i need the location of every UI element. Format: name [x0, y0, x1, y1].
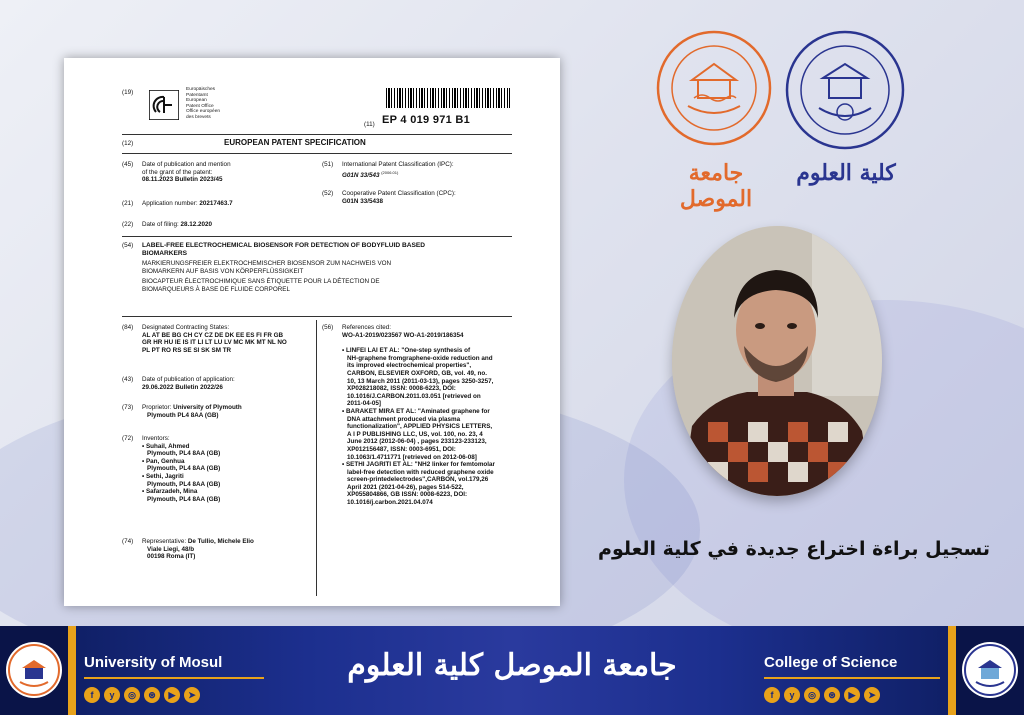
university-of-mosul-calligraphy: جامعة الموصل [679, 160, 753, 212]
reference-line: XP055804866, GB ISSN: 0008-6223, DOI: [347, 491, 468, 499]
reference-line: screen-printedelectrodes",CARBON, vol.179,26 [347, 476, 489, 484]
facebook-icon[interactable]: f [84, 687, 100, 703]
inventor-photo [672, 226, 882, 496]
instagram-icon[interactable]: ◎ [124, 687, 140, 703]
field-number: (52) [322, 190, 334, 197]
announcement-caption: تسجيل براءة اختراع جديدة في كلية العلوم [598, 538, 990, 560]
inventor-address: Plymouth, PL4 8AA (GB) [147, 450, 221, 458]
inventor-address: Plymouth, PL4 8AA (GB) [147, 495, 221, 503]
epo-line: des brevets [186, 114, 211, 120]
field-number: (84) [122, 324, 134, 331]
field-number: (43) [122, 376, 134, 383]
inventor: • Pan, Genhua [142, 457, 185, 465]
reference-line: NH-graphene fromgraphene-oxide reduction and [347, 354, 493, 362]
university-of-mosul-seal-icon [654, 28, 774, 148]
title-fr: BIOMARQUEURS À BASE DE FLUIDE CORPOREL [142, 285, 291, 293]
portrait-icon [672, 226, 882, 496]
footer-underline [84, 677, 264, 679]
youtube-icon[interactable]: ▶ [164, 687, 180, 703]
value: 28.12.2020 [180, 221, 213, 228]
website-icon[interactable]: ⊛ [144, 687, 160, 703]
footer-calligraphy: جامعة الموصل كلية العلوم [347, 648, 677, 683]
reference-line: label-free detection with reduced graphene oxide [347, 468, 494, 476]
divider [122, 134, 512, 135]
application-number [142, 200, 233, 208]
label: International Patent Classification (IPC): [342, 161, 454, 168]
label: Designated Contracting States: [142, 324, 230, 331]
epo-line: European [186, 98, 207, 104]
label: Application number: [142, 200, 198, 207]
value: Viale Liegi, 48/b [147, 545, 195, 553]
value: De Tullio, Michele Elio [187, 538, 254, 545]
field-number: (56) [322, 324, 334, 331]
title-en: BIOMARKERS [142, 249, 188, 257]
label: Date of publication of application: [142, 376, 235, 383]
inventor-address: Plymouth, PL4 8AA (GB) [147, 480, 221, 488]
youtube-icon[interactable]: ▶ [844, 687, 860, 703]
reference-line: SETHI JAGRITI ET AL: "NH2 linker for femtomolar [345, 461, 495, 469]
value: (2006.01) [381, 169, 399, 175]
university-of-mosul-logo-icon [6, 642, 62, 698]
reference-line: BARAKET MIRA ET AL: "Aminated graphene for [345, 407, 490, 415]
footer-accent-stripe [948, 626, 956, 715]
patent-number: EP 4 019 971 B1 [382, 114, 471, 126]
inventor-address: Plymouth, PL4 8AA (GB) [147, 465, 221, 473]
grant-publication [142, 161, 231, 184]
social-links-left [84, 687, 200, 703]
title-fr: BIOCAPTEUR ÉLECTROCHIMIQUE SANS ÉTIQUETTE POUR LA DÉTECTION DE [142, 278, 380, 286]
reference-line: its improved electrochemical properties", [347, 362, 472, 370]
college-of-science-seal-icon [783, 28, 907, 152]
value: Plymouth PL4 8AA (GB) [147, 411, 219, 419]
filing-date [142, 221, 212, 229]
field-number: (73) [122, 404, 134, 411]
twitter-icon[interactable]: y [104, 687, 120, 703]
reference-entry: • LINFEI LAI ET AL: "One-step synthesis of NH-graphene fromgraphene-oxide reduction and its improved electrochemical properties", CARBON, ELSEVIER OXFORD, GB, vol. 49, no. 10, 13 March 2011 (2011-03-13), pages 3250-3257, XP028218082, ISSN: 0008-6223, DOI: 10.1016/J.CARBON.2011.03.051 [retrieved on 2011-04-05] [342, 347, 552, 408]
facebook-icon[interactable]: f [764, 687, 780, 703]
inventor: • Sethi, Jagriti [142, 472, 184, 480]
reference-line: functionalization", APPLIED PHYSICS LETTERS, [347, 423, 493, 431]
divider [122, 153, 512, 154]
label: Inventors: [142, 435, 170, 442]
inventors [142, 435, 220, 503]
reference-line: April 2021 (2021-04-26), pages 514-522, [347, 483, 464, 491]
document-type: EUROPEAN PATENT SPECIFICATION [224, 138, 366, 147]
field-number: (22) [122, 221, 134, 228]
value: 29.06.2022 Bulletin 2022/26 [142, 383, 223, 391]
value: G01N 33/543 [342, 171, 380, 179]
field-number: (54) [122, 242, 134, 249]
telegram-icon[interactable]: ➤ [864, 687, 880, 703]
website-icon[interactable]: ⊛ [824, 687, 840, 703]
label: Proprietor: [142, 404, 172, 411]
field-number: (51) [322, 161, 334, 168]
reference-entry: • SETHI JAGRITI ET AL: "NH2 linker for femtomolar label-free detection with reduced graphene oxide screen-printedelectrodes",CARBON, vol.179,26 April 2021 (2021-04-26), pages 514-522, XP055804866, GB ISSN: 0008-6223, DOI: 10.1016/j.carbon.2021.04.074 [342, 461, 552, 507]
divider [122, 316, 512, 317]
telegram-icon[interactable]: ➤ [184, 687, 200, 703]
value: University of Plymouth [173, 404, 242, 411]
title-en: LABEL-FREE ELECTROCHEMICAL BIOSENSOR FOR DETECTION OF BODYFLUID BASED [142, 242, 426, 249]
inventor-name: Suhail, Ahmed [145, 442, 190, 450]
epo-line: Patentamt [186, 92, 208, 98]
divider [122, 236, 512, 237]
footer-accent-stripe [68, 626, 76, 715]
value: G01N 33/5438 [342, 197, 383, 205]
reference-line: A I P PUBLISHING LLC, US, vol. 100, no. 23, 4 [347, 430, 483, 438]
ipc-classification [342, 161, 454, 179]
reference-line: CARBON, ELSEVIER OXFORD, GB, vol. 49, no. [347, 369, 487, 377]
inventor: • Safarzadeh, Mina [142, 488, 198, 496]
inventor-name: Safarzadeh, Mina [145, 488, 198, 496]
reference-line: 2011-04-05] [347, 400, 381, 408]
column-divider [316, 320, 317, 596]
barcode [386, 88, 510, 108]
label: Representative: [142, 538, 187, 545]
epo-line: Europäisches [186, 87, 216, 92]
value: 00198 Roma (IT) [147, 553, 196, 561]
field-number: (45) [122, 161, 134, 168]
label: Date of filing: [142, 221, 179, 228]
reference-line: June 2012 (2012-06-04) , pages 233123-233123, [347, 438, 487, 446]
college-of-science-label: College of Science [764, 654, 898, 671]
cpc-classification [342, 190, 456, 205]
inventor: • Suhail, Ahmed [142, 442, 190, 450]
epo-logo-icon [149, 90, 179, 120]
reference-entry: • BARAKET MIRA ET AL: "Aminated graphene for DNA attachment produced via plasma functionalization", APPLIED PHYSICS LETTERS, A I P PUBLISHING LLC, US, vol. 100, no. 23, 4 June 2012 (2012-06-04) , pages 233123-233123, XP012156487, ISSN: 0003-6951, DOI: 10.1063/1.4711771 [retrieved on 2012-06-08] [342, 408, 552, 461]
reference-line: 10.1063/1.4711771 [retrieved on 2012-06-08] [347, 453, 477, 461]
application-publication [142, 376, 235, 391]
epo-line: Office européen [186, 109, 221, 115]
reference-line: XP028218082, ISSN: 0008-6223, DOI: [347, 385, 456, 393]
field-number: (12) [122, 140, 134, 147]
inventor-name: Pan, Genhua [145, 457, 185, 465]
designated-states [142, 324, 287, 354]
field-number: (74) [122, 538, 134, 545]
instagram-icon[interactable]: ◎ [804, 687, 820, 703]
college-of-science-logo-icon [962, 642, 1018, 698]
title-de: BIOMARKERN AUF BASIS VON KÖRPERFLÜSSIGKEIT [142, 267, 304, 275]
college-of-science-calligraphy: كلية العلوم [796, 160, 896, 186]
field-number: (11) [364, 121, 375, 128]
references [342, 324, 552, 507]
inventor-name: Sethi, Jagriti [145, 472, 184, 480]
field-number: (72) [122, 435, 134, 442]
value: AL AT BE BG CH CY CZ DE DK EE ES FI FR GB [142, 331, 284, 339]
field-number: (21) [122, 200, 134, 207]
value: 20217463.7 [199, 200, 233, 207]
label: References cited: [342, 324, 392, 331]
twitter-icon[interactable]: y [784, 687, 800, 703]
reference-line: XP012156487, ISSN: 0003-6951, DOI: [347, 445, 456, 453]
footer-banner [0, 626, 1024, 715]
label: Cooperative Patent Classification (CPC): [342, 190, 456, 197]
label: of the grant of the patent: [142, 168, 213, 176]
reference-line: 10.1016/J.CARBON.2011.03.051 [retrieved on [347, 392, 481, 400]
social-links-right [764, 687, 880, 703]
footer-underline [764, 677, 940, 679]
proprietor [142, 404, 242, 419]
patent-document [64, 58, 560, 606]
value: GR HR HU IE IS IT LI LT LU LV MC MK MT NL NO [142, 339, 287, 347]
epo-line: Patent Office [186, 103, 214, 109]
value: 08.11.2023 Bulletin 2023/45 [142, 176, 223, 184]
field-number: (19) [122, 89, 134, 96]
label: Date of publication and mention [142, 161, 231, 168]
title-de: MARKIERUNGSFREIER ELEKTROCHEMISCHER BIOSENSOR ZUM NACHWEIS VON [142, 260, 392, 268]
representative [142, 538, 254, 561]
university-of-mosul-label: University of Mosul [84, 654, 223, 671]
value: WO-A1-2019/023567 WO-A1-2019/186354 [342, 331, 464, 339]
reference-line: 10.1016/j.carbon.2021.04.074 [347, 499, 433, 507]
reference-line: 10, 13 March 2011 (2011-03-13), pages 3250-3257, [347, 377, 494, 385]
epo-name [186, 87, 220, 121]
patent-title [142, 242, 512, 294]
value: PL PT RO RS SE SI SK SM TR [142, 346, 232, 354]
reference-line: LINFEI LAI ET AL: "One-step synthesis of [345, 347, 471, 355]
reference-line: DNA attachment produced via plasma [347, 415, 461, 423]
